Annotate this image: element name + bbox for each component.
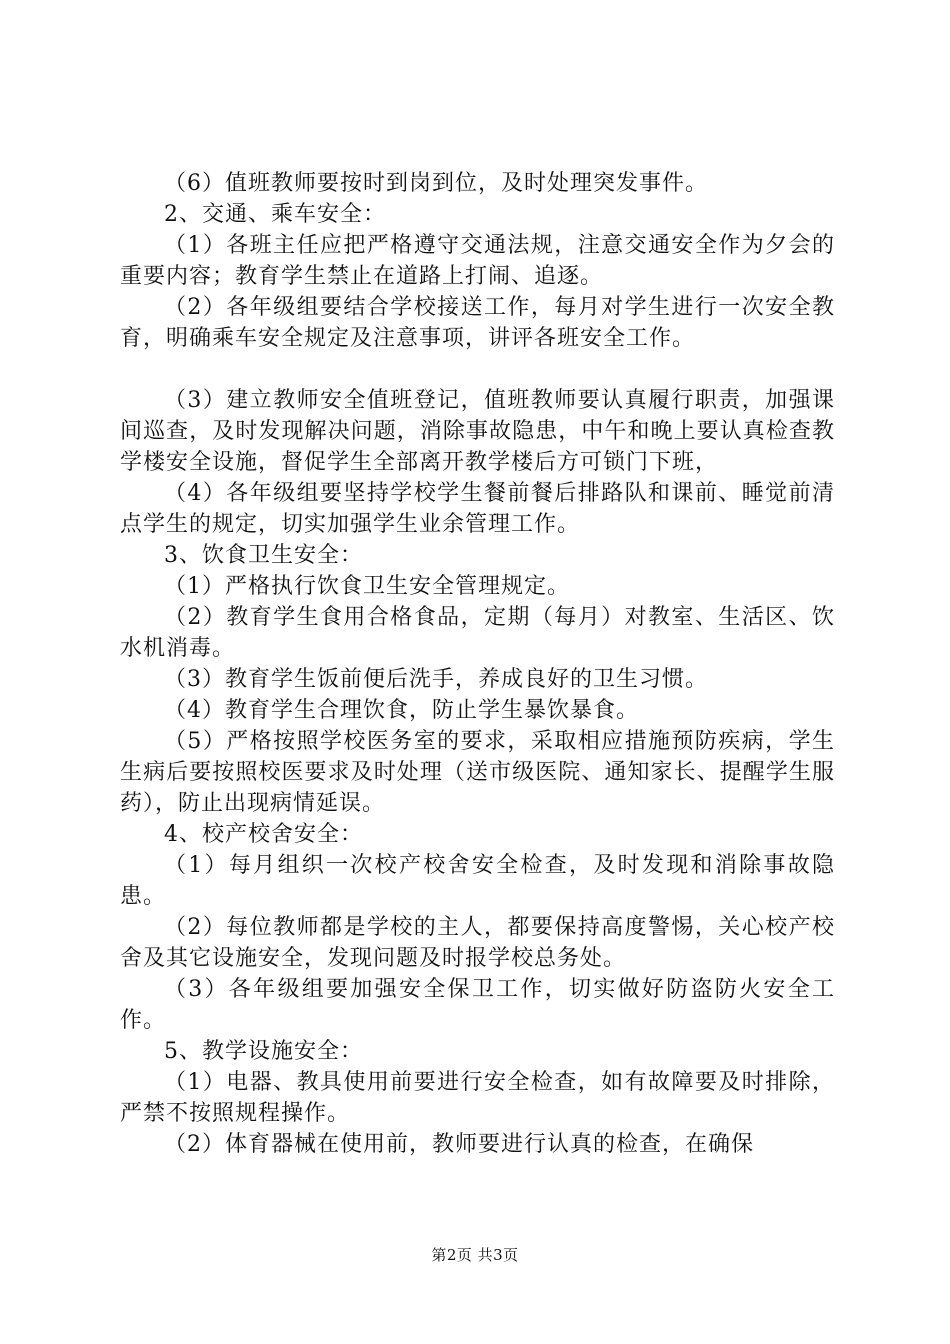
paragraph-food-1: （1）严格执行饮食卫生安全管理规定。 [164, 574, 570, 599]
paragraph-facilities-2: （2）体育器械在使用前，教师要进行认真的检查，在确保 [164, 1132, 754, 1157]
paragraph-traffic-2: （2）各年级组要结合学校接送工作，每月对学生进行一次安全教育，明确乘车安全规定及注意事项，讲评各班安全工作。 [120, 295, 835, 351]
paragraph-property-3: （3）各年级组要加强安全保卫工作，切实做好防盗防火安全工作。 [120, 977, 835, 1033]
section-heading-traffic-safety: 2、交通、乘车安全： [164, 202, 386, 227]
paragraph-traffic-3: （3）建立教师安全值班登记，值班教师要认真履行职责，加强课间巡查，及时发现解决问题，消除事故隐患，中午和晚上要认真检查教学楼安全设施，督促学生全部离开教学楼后方可锁门下班， [120, 388, 835, 475]
document-body [120, 168, 835, 1160]
section-heading-food-safety: 3、饮食卫生安全： [164, 543, 363, 568]
paragraph-duty-teacher-6: （6）值班教师要按时到岗到位，及时处理突发事件。 [164, 171, 708, 196]
paragraph-food-3: （3）教育学生饭前便后洗手，养成良好的卫生习惯。 [164, 667, 708, 692]
section-heading-teaching-facilities: 5、教学设施安全： [164, 1039, 363, 1064]
paragraph-property-2: （2）每位教师都是学校的主人，都要保持高度警惕，关心校产校舍及其它设施安全，发现问题及时报学校总务处。 [120, 915, 835, 971]
page-number-footer: 第2页 共3页 [431, 1246, 519, 1264]
paragraph-food-4: （4）教育学生合理饮食，防止学生暴饮暴食。 [164, 698, 639, 723]
paragraph-facilities-1: （1）电器、教具使用前要进行安全检查，如有故障要及时排除，严禁不按照规程操作。 [120, 1070, 835, 1126]
section-heading-property-safety: 4、校产校舍安全： [164, 822, 363, 847]
paragraph-property-1: （1）每月组织一次校产校舍安全检查，及时发现和消除事故隐患。 [120, 853, 835, 909]
paragraph-traffic-1: （1）各班主任应把严格遵守交通法规，注意交通安全作为夕会的重要内容；教育学生禁止在道路上打闹、追逐。 [120, 233, 835, 289]
paragraph-traffic-4: （4）各年级组要坚持学校学生餐前餐后排路队和课前、睡觉前清点学生的规定，切实加强学生业余管理工作。 [120, 481, 835, 537]
paragraph-food-5: （5）严格按照学校医务室的要求，采取相应措施预防疾病，学生生病后要按照校医要求及时处理（送市级医院、通知家长、提醒学生服药），防止出现病情延误。 [120, 729, 835, 816]
paragraph-food-2: （2）教育学生食用合格食品，定期（每月）对教室、生活区、饮水机消毒。 [120, 605, 835, 661]
